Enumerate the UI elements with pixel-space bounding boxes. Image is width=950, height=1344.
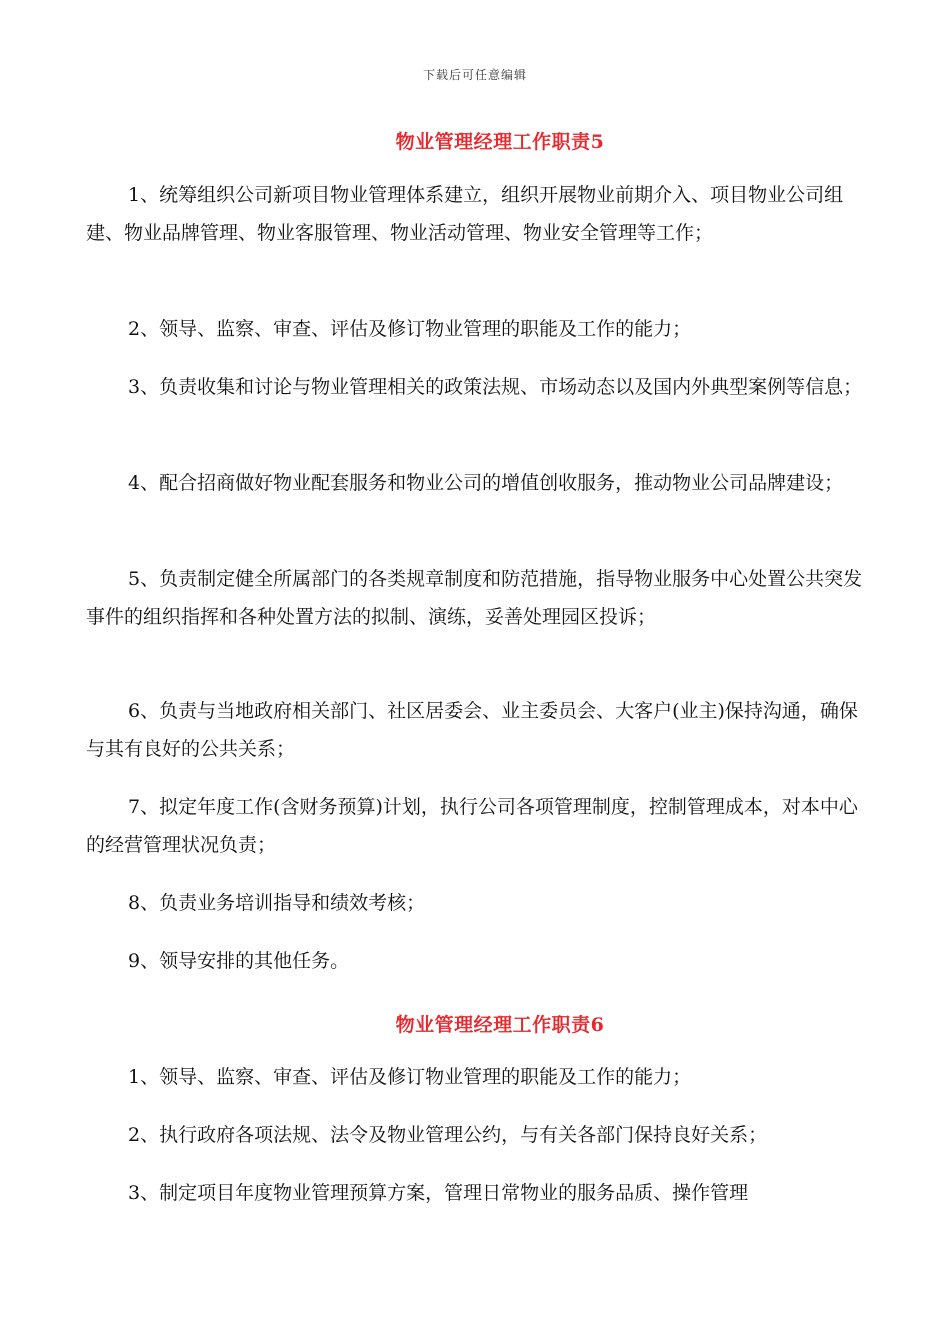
duty-item-5-1: 1、统筹组织公司新项目物业管理体系建立，组织开展物业前期介入、项目物业公司组建、物业品牌管理、物业客服管理、物业活动管理、物业安全管理等工作； [86, 184, 844, 244]
duty-item-5-2: 2、领导、监察、审查、评估及修订物业管理的职能及工作的能力； [128, 318, 692, 340]
section-title-5: 物业管理经理工作职责5 [395, 131, 605, 153]
duty-item-6-3: 3、制定项目年度物业管理预算方案，管理日常物业的服务品质、操作管理 [128, 1182, 749, 1204]
duty-item-5-4: 4、配合招商做好物业配套服务和物业公司的增值创收服务，推动物业公司品牌建设； [128, 472, 844, 494]
duty-item-5-3: 3、负责收集和讨论与物业管理相关的政策法规、市场动态以及国内外典型案例等信息； [128, 376, 863, 398]
duty-item-5-7: 7、拟定年度工作(含财务预算)计划，执行公司各项管理制度，控制管理成本，对本中心的经营管理状况负责； [86, 796, 858, 856]
duty-item-5-6: 6、负责与当地政府相关部门、社区居委会、业主委员会、大客户(业主)保持沟通，确保与其有良好的公共关系； [86, 700, 858, 760]
duty-item-6-2: 2、执行政府各项法规、法令及物业管理公约，与有关各部门保持良好关系； [128, 1124, 768, 1146]
section-title-6: 物业管理经理工作职责6 [395, 1014, 605, 1036]
header-note: 下载后可任意编辑 [422, 68, 527, 82]
duty-item-5-5: 5、负责制定健全所属部门的各类规章制度和防范措施，指导物业服务中心处置公共突发事件的组织指挥和各种处置方法的拟制、演练，妥善处理园区投诉； [86, 568, 863, 628]
duty-item-6-1: 1、领导、监察、审查、评估及修订物业管理的职能及工作的能力； [128, 1066, 692, 1088]
duty-item-5-9: 9、领导安排的其他任务。 [128, 950, 350, 972]
duty-item-5-8: 8、负责业务培训指导和绩效考核； [128, 892, 426, 914]
